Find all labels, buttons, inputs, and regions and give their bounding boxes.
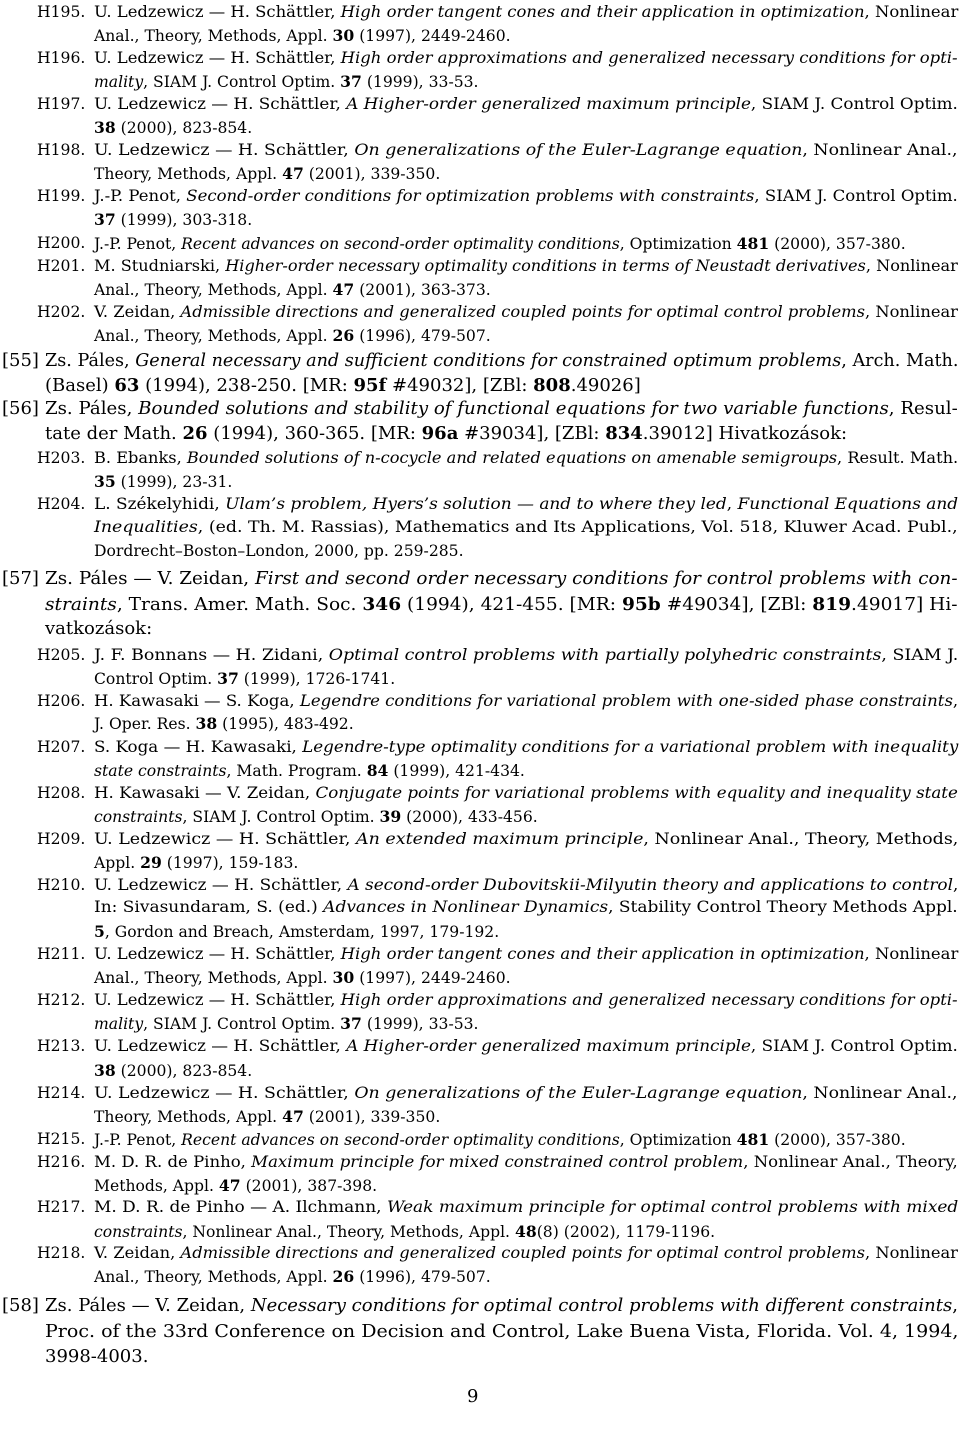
reference-number: [56] bbox=[2, 398, 39, 419]
citation-label: H214. bbox=[37, 1084, 86, 1102]
volume-number: 26 bbox=[182, 423, 208, 444]
entry-text-line: mality, SIAM J. Control Optim. 37 (1999), 33-53. bbox=[94, 1014, 479, 1033]
volume-number: 38 bbox=[94, 118, 116, 137]
title-fragment: mality bbox=[94, 1015, 144, 1033]
volume-number: 834 bbox=[605, 423, 643, 444]
volume-number: 47 bbox=[282, 1107, 304, 1126]
entry-text-line: Zs. Páles — V. Zeidan, Necessary conditions for optimal control problems with different constraints, bbox=[45, 1295, 958, 1316]
entry-text-line: J.-P. Penot, Recent advances on second-order optimality conditions, Optimization 481 (2000), 357-380. bbox=[94, 234, 906, 253]
citation-label: H211. bbox=[37, 945, 86, 963]
entry-text-line: U. Ledzewicz — H. Schättler, A Higher-order generalized maximum principle, SIAM J. Control Optim. bbox=[94, 95, 958, 113]
entry-text-line: Control Optim. 37 (1999), 1726-1741. bbox=[94, 669, 396, 688]
citation-label: H201. bbox=[37, 257, 86, 275]
citation-label: H207. bbox=[37, 738, 86, 756]
title-fragment: Second-order conditions for optimization problems with constraints bbox=[186, 187, 755, 205]
volume-number: 29 bbox=[140, 853, 162, 872]
citation-label: H203. bbox=[37, 449, 86, 467]
title-fragment: Inequalities bbox=[94, 518, 198, 536]
entry-text-line: Zs. Páles, General necessary and sufficient conditions for constrained optimum problems, Arch. Math. bbox=[45, 350, 959, 371]
entry-text-line: Anal., Theory, Methods, Appl. 30 (1997), 2449-2460. bbox=[94, 26, 511, 45]
volume-number: 96a bbox=[421, 423, 459, 444]
title-fragment: First and second order necessary conditions for control problems with con- bbox=[254, 568, 958, 589]
volume-number: 84 bbox=[366, 761, 389, 780]
title-fragment: state constraints bbox=[94, 762, 227, 780]
title-fragment: High order approximations and generalized necessary conditions for opti- bbox=[340, 991, 958, 1009]
entry-text-line: Proc. of the 33rd Conference on Decision and Control, Lake Buena Vista, Florida. Vol. 4, 1994, bbox=[45, 1321, 959, 1342]
title-fragment: Ulam’s problem, Hyers’s solution — and to where they led bbox=[225, 495, 727, 513]
citation-label: H197. bbox=[37, 95, 86, 113]
entry-text-line: U. Ledzewicz — H. Schättler, On generalizations of the Euler-Lagrange equation, Nonlinear Anal., bbox=[94, 141, 958, 159]
title-fragment: High order approximations and generalized necessary conditions for opti- bbox=[340, 49, 958, 67]
entry-text-line: U. Ledzewicz — H. Schättler, An extended maximum principle, Nonlinear Anal., Theory, Methods, bbox=[94, 830, 959, 848]
title-fragment: Recent advances on second-order optimality conditions bbox=[181, 235, 620, 253]
title-fragment: A second-order Dubovitskii-Milyutin theory and applications to control bbox=[347, 876, 953, 894]
entry-text-line: M. D. R. de Pinho, Maximum principle for mixed constrained control problem, Nonlinear Anal., Theory, bbox=[94, 1153, 958, 1171]
title-fragment: On generalizations of the Euler-Lagrange equation bbox=[354, 1084, 803, 1102]
title-fragment: General necessary and sufficient conditions for constrained optimum problems bbox=[135, 350, 842, 371]
entry-text-line: 5, Gordon and Breach, Amsterdam, 1997, 179-192. bbox=[94, 922, 500, 941]
citation-label: H216. bbox=[37, 1153, 86, 1171]
volume-number: 26 bbox=[332, 326, 355, 345]
entry-text-line: V. Zeidan, Admissible directions and generalized coupled points for optimal control problems, Nonlinear bbox=[94, 303, 958, 321]
entry-text-line: straints, Trans. Amer. Math. Soc. 346 (1994), 421-455. [MR: 95b #49034], [ZBl: 819.49017] Hi- bbox=[45, 594, 958, 615]
entry-text-line: U. Ledzewicz — H. Schättler, High order tangent cones and their application in optimization, Nonlinear bbox=[94, 945, 959, 963]
citation-label: H215. bbox=[37, 1130, 86, 1148]
entry-text-line: H. Kawasaki — V. Zeidan, Conjugate points for variational problems with equality and inequality state bbox=[94, 784, 958, 802]
entry-text-line: 35 (1999), 23-31. bbox=[94, 472, 233, 491]
volume-number: 30 bbox=[332, 968, 355, 987]
citation-label: H200. bbox=[37, 234, 86, 252]
entry-text-line: constraints, SIAM J. Control Optim. 39 (2000), 433-456. bbox=[94, 807, 538, 826]
volume-number: 808 bbox=[533, 375, 571, 396]
entry-text-line: 38 (2000), 823-854. bbox=[94, 118, 253, 137]
entry-text-line: 38 (2000), 823-854. bbox=[94, 1061, 253, 1080]
entry-text-line: Inequalities, (ed. Th. M. Rassias), Mathematics and Its Applications, Vol. 518, Kluwer Acad. Publ., bbox=[94, 518, 958, 536]
citation-label: H195. bbox=[37, 3, 86, 21]
citation-label: H217. bbox=[37, 1198, 86, 1216]
volume-number: 37 bbox=[94, 210, 116, 229]
entry-text-line: tate der Math. 26 (1994), 360-365. [MR: 96a #39034], [ZBl: 834.39012] Hivatkozások: bbox=[45, 423, 848, 444]
entry-text-line: U. Ledzewicz — H. Schättler, High order tangent cones and their application in optimization, Nonlinear bbox=[94, 3, 959, 21]
entry-text-line: S. Koga — H. Kawasaki, Legendre-type optimality conditions for a variational problem with inequality bbox=[94, 738, 959, 756]
title-fragment: On generalizations of the Euler-Lagrange equation bbox=[354, 141, 803, 159]
title-fragment: A Higher-order generalized maximum principle bbox=[346, 1037, 751, 1055]
title-fragment: Legendre conditions for variational problem with one-sided phase constraints bbox=[299, 692, 953, 710]
title-fragment: Admissible directions and generalized coupled points for optimal control problems bbox=[180, 1244, 866, 1262]
volume-number: 38 bbox=[195, 714, 218, 733]
entry-text-line: 3998-4003. bbox=[45, 1346, 149, 1367]
entry-text-line: constraints, Nonlinear Anal., Theory, Methods, Appl. 48(8) (2002), 1179-1196. bbox=[94, 1222, 716, 1241]
entry-text-line: Theory, Methods, Appl. 47 (2001), 339-350. bbox=[94, 1107, 441, 1126]
entry-text-line: H. Kawasaki — S. Koga, Legendre conditions for variational problem with one-sided phase constraints, bbox=[94, 692, 959, 710]
title-fragment: An extended maximum principle bbox=[356, 830, 644, 848]
citation-label: H196. bbox=[37, 49, 86, 67]
reference-number: [58] bbox=[2, 1295, 39, 1316]
entry-text-line: Anal., Theory, Methods, Appl. 26 (1996), 479-507. bbox=[94, 326, 491, 345]
volume-number: 47 bbox=[282, 164, 304, 183]
citation-label: H199. bbox=[37, 187, 86, 205]
reference-number: [57] bbox=[2, 568, 39, 589]
volume-number: 39 bbox=[379, 807, 402, 826]
entry-text-line: L. Székelyhidi, Ulam’s problem, Hyers’s solution — and to where they led, Functional Equations and bbox=[94, 495, 959, 513]
title-fragment: A Higher-order generalized maximum principle bbox=[346, 95, 751, 113]
entry-text-line: M. D. R. de Pinho — A. Ilchmann, Weak maximum principle for optimal control problems with mixed bbox=[94, 1198, 959, 1216]
title-fragment: High order tangent cones and their application in optimization bbox=[340, 945, 865, 963]
entry-text-line: U. Ledzewicz — H. Schättler, A second-order Dubovitskii-Milyutin theory and applications to control, bbox=[94, 876, 959, 894]
title-fragment: Admissible directions and generalized coupled points for optimal control problems bbox=[180, 303, 866, 321]
title-fragment: constraints bbox=[94, 808, 183, 826]
title-fragment: Recent advances on second-order optimality conditions bbox=[181, 1131, 620, 1149]
volume-number: 95f bbox=[353, 375, 387, 396]
entry-text-line: Anal., Theory, Methods, Appl. 30 (1997), 2449-2460. bbox=[94, 968, 511, 987]
title-fragment: Advances in Nonlinear Dynamics bbox=[323, 898, 609, 916]
title-fragment: straints bbox=[45, 594, 117, 615]
entry-text-line: (Basel) 63 (1994), 238-250. [MR: 95f #49032], [ZBl: 808.49026] bbox=[45, 375, 641, 396]
entry-text-line: Zs. Páles — V. Zeidan, First and second order necessary conditions for control problems with con- bbox=[45, 568, 958, 589]
volume-number: 35 bbox=[94, 472, 116, 491]
entry-text-line: In: Sivasundaram, S. (ed.) Advances in Nonlinear Dynamics, Stability Control Theory Methods Appl. bbox=[94, 898, 958, 916]
citation-label: H204. bbox=[37, 495, 86, 513]
volume-number: 47 bbox=[332, 280, 355, 299]
citation-label: H212. bbox=[37, 991, 86, 1009]
volume-number: 346 bbox=[362, 594, 402, 615]
citation-label: H206. bbox=[37, 692, 86, 710]
volume-number: 26 bbox=[332, 1267, 355, 1286]
volume-number: 47 bbox=[218, 1176, 241, 1195]
volume-number: 5 bbox=[94, 922, 105, 941]
entry-text-line: Anal., Theory, Methods, Appl. 26 (1996), 479-507. bbox=[94, 1267, 491, 1286]
entry-text-line: Dordrecht–Boston–London, 2000, pp. 259-285. bbox=[94, 542, 464, 560]
citation-label: H213. bbox=[37, 1037, 86, 1055]
entry-text-line: V. Zeidan, Admissible directions and generalized coupled points for optimal control problems, Nonlinear bbox=[94, 1244, 958, 1262]
title-fragment: Bounded solutions of n-cocycle and related equations on amenable semigroups bbox=[186, 449, 838, 467]
entry-text-line: B. Ebanks, Bounded solutions of n-cocycle and related equations on amenable semigroups, Result. Math. bbox=[94, 449, 959, 467]
title-fragment: Functional Equations and bbox=[737, 495, 959, 513]
citation-label: H218. bbox=[37, 1244, 86, 1262]
volume-number: 481 bbox=[736, 1130, 770, 1149]
volume-number: 38 bbox=[94, 1061, 116, 1080]
volume-number: 48 bbox=[514, 1222, 537, 1241]
entry-text-line: 37 (1999), 303-318. bbox=[94, 210, 253, 229]
entry-text-line: J. F. Bonnans — H. Zidani, Optimal control problems with partially polyhedric constraints, SIAM J. bbox=[94, 646, 959, 664]
citation-label: H210. bbox=[37, 876, 86, 894]
entry-text-line: Zs. Páles, Bounded solutions and stability of functional equations for two variable functions, Resul- bbox=[45, 398, 958, 419]
volume-number: 37 bbox=[340, 72, 362, 91]
entry-text-line: mality, SIAM J. Control Optim. 37 (1999), 33-53. bbox=[94, 72, 479, 91]
title-fragment: Higher-order necessary optimality conditions in terms of Neustadt derivatives bbox=[225, 257, 866, 275]
entry-text-line: Theory, Methods, Appl. 47 (2001), 339-350. bbox=[94, 164, 441, 183]
volume-number: 37 bbox=[217, 669, 239, 688]
entry-text-line: state constraints, Math. Program. 84 (1999), 421-434. bbox=[94, 761, 525, 780]
citation-label: H209. bbox=[37, 830, 86, 848]
reference-number: [55] bbox=[2, 350, 39, 371]
entry-text-line: Methods, Appl. 47 (2001), 387-398. bbox=[94, 1176, 378, 1195]
entry-text-line: U. Ledzewicz — H. Schättler, On generalizations of the Euler-Lagrange equation, Nonlinear Anal., bbox=[94, 1084, 958, 1102]
volume-number: 37 bbox=[340, 1014, 362, 1033]
entry-text-line: U. Ledzewicz — H. Schättler, High order approximations and generalized necessary conditions for opti- bbox=[94, 49, 958, 67]
title-fragment: Optimal control problems with partially polyhedric constraints bbox=[328, 646, 882, 664]
citation-label: H205. bbox=[37, 646, 86, 664]
title-fragment: Maximum principle for mixed constrained control problem bbox=[251, 1153, 744, 1171]
title-fragment: High order tangent cones and their application in optimization bbox=[340, 3, 865, 21]
volume-number: 481 bbox=[736, 234, 770, 253]
entry-text-line: M. Studniarski, Higher-order necessary optimality conditions in terms of Neustadt derivatives, Nonlinear bbox=[94, 257, 958, 275]
title-fragment: Necessary conditions for optimal control problems with different constraints bbox=[250, 1295, 953, 1316]
entry-text-line: vatkozások: bbox=[45, 618, 153, 639]
entry-text-line: J. Oper. Res. 38 (1995), 483-492. bbox=[94, 714, 354, 733]
entry-text-line: J.-P. Penot, Recent advances on second-order optimality conditions, Optimization 481 (2000), 357-380. bbox=[94, 1130, 906, 1149]
entry-text-line: Anal., Theory, Methods, Appl. 47 (2001), 363-373. bbox=[94, 280, 491, 299]
page-number: 9 bbox=[467, 1386, 479, 1407]
entry-text-line: U. Ledzewicz — H. Schättler, A Higher-order generalized maximum principle, SIAM J. Control Optim. bbox=[94, 1037, 958, 1055]
title-fragment: Weak maximum principle for optimal control problems with mixed bbox=[386, 1198, 959, 1216]
title-fragment: Conjugate points for variational problems with equality and inequality state bbox=[315, 784, 958, 802]
citation-label: H198. bbox=[37, 141, 86, 159]
title-fragment: Legendre-type optimality conditions for a variational problem with inequality bbox=[302, 738, 959, 756]
volume-number: 63 bbox=[114, 375, 140, 396]
entry-text-line: Appl. 29 (1997), 159-183. bbox=[94, 853, 299, 872]
volume-number: 819 bbox=[812, 594, 852, 615]
title-fragment: mality bbox=[94, 73, 144, 91]
title-fragment: Bounded solutions and stability of functional equations for two variable functions bbox=[138, 398, 889, 419]
volume-number: 95b bbox=[621, 594, 661, 615]
title-fragment: constraints bbox=[94, 1223, 183, 1241]
volume-number: 30 bbox=[332, 26, 355, 45]
entry-text-line: U. Ledzewicz — H. Schättler, High order approximations and generalized necessary conditions for opti- bbox=[94, 991, 958, 1009]
entry-text-line: J.-P. Penot, Second-order conditions for optimization problems with constraints, SIAM J. Control Optim. bbox=[94, 187, 958, 205]
citation-label: H208. bbox=[37, 784, 86, 802]
citation-label: H202. bbox=[37, 303, 86, 321]
